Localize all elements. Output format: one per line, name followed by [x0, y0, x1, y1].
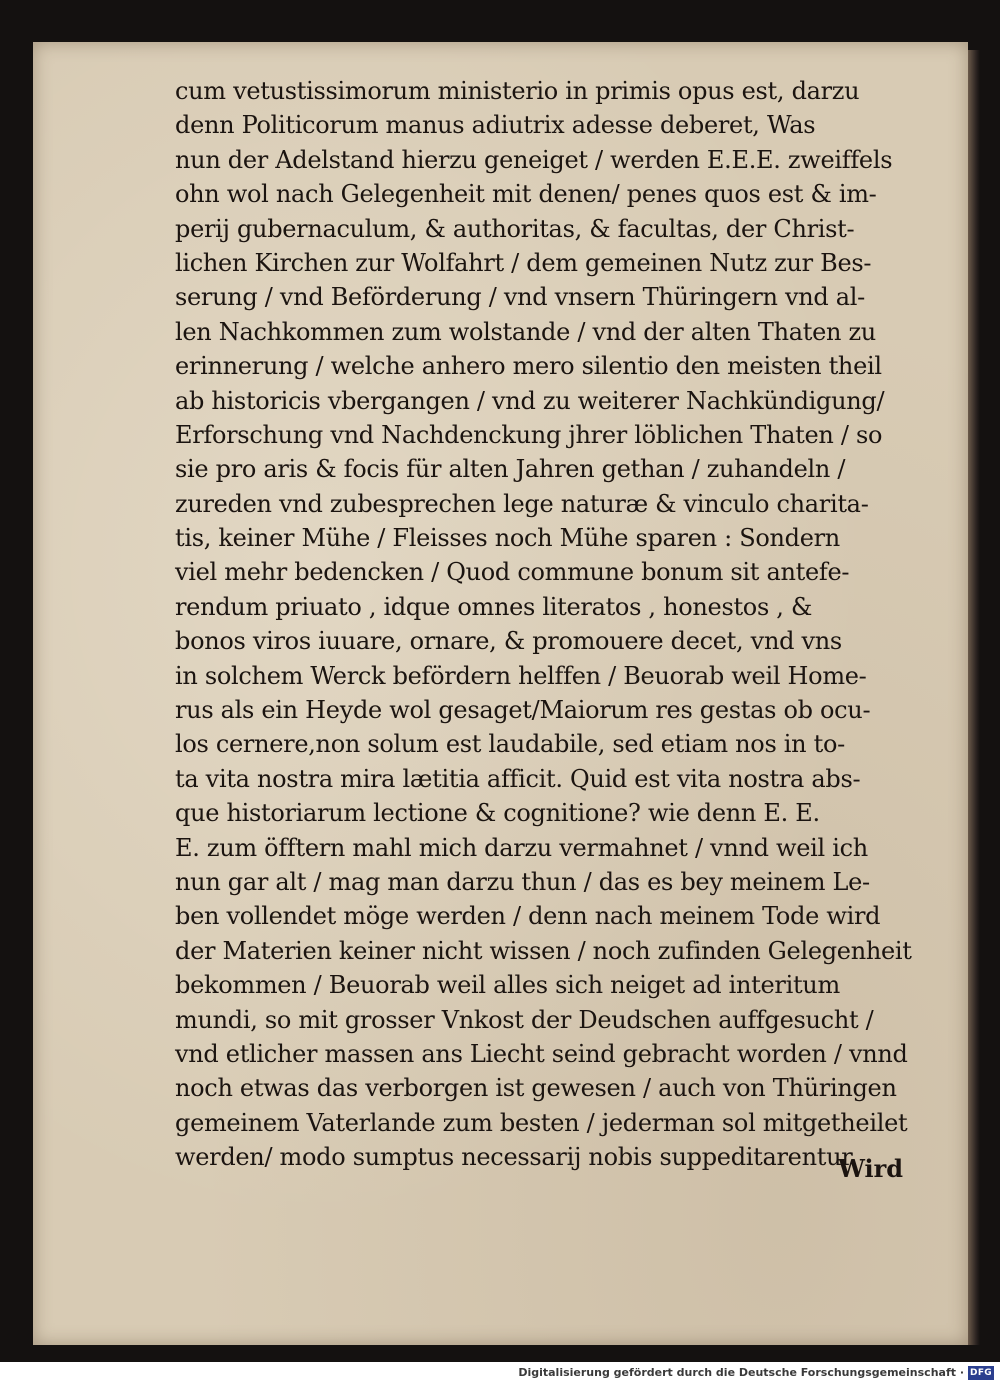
text-line: noch etwas das verborgen ist gewesen / auch von Thüringen — [175, 1074, 897, 1103]
text-line: rus als ein Heyde wol gesaget/Maiorum res gestas ob ocu- — [175, 696, 871, 725]
page-edge — [968, 50, 980, 1345]
text-line: tis, keiner Mühe / Fleisses noch Mühe sparen : Sondern — [175, 524, 840, 553]
text-line: nun gar alt / mag man darzu thun / das es bey meinem Le- — [175, 867, 870, 896]
text-line: rendum priuato , idque omnes literatos , honestos , & — [175, 592, 813, 621]
text-line: sie pro aris & focis für alten Jahren gethan / zuhandeln / — [175, 455, 846, 484]
text-line: que historiarum lectione & cognitione? wie denn E. E. — [175, 799, 820, 828]
text-line: in solchem Werck befördern helffen / Beuorab weil Home- — [175, 661, 867, 690]
text-line: lichen Kirchen zur Wolfahrt / dem gemeinen Nutz zur Bes- — [175, 248, 872, 277]
text-line: der Materien keiner nicht wissen / noch zufinden Gelegenheit — [175, 936, 912, 965]
text-line: Erforschung vnd Nachdenckung jhrer löblichen Thaten / so — [175, 420, 883, 449]
text-line: bonos viros iuuare, ornare, & promouere decet, vnd vns — [175, 627, 842, 656]
text-line: werden/ modo sumptus necessarij nobis suppeditarentur. — [175, 1143, 858, 1172]
text-line: ben vollendet möge werden / denn nach meinem Tode wird — [175, 902, 881, 931]
text-line: zureden vnd zubesprechen lege naturæ & vinculo charita- — [175, 489, 869, 518]
text-line: mundi, so mit grosser Vnkost der Deudschen auffgesucht / — [175, 1005, 874, 1034]
text-line: nun der Adelstand hierzu geneiget / werden E.E.E. zweiffels — [175, 145, 893, 174]
catchword: Wird — [838, 1154, 904, 1183]
text-line: ta vita nostra mira lætitia afficit. Quid est vita nostra abs- — [175, 764, 861, 793]
text-line: denn Politicorum manus adiutrix adesse deberet, Was — [175, 111, 816, 140]
digitization-footer — [0, 1362, 1000, 1386]
text-line: bekommen / Beuorab weil alles sich neiget ad interitum — [175, 971, 840, 1000]
text-line: los cernere,non solum est laudabile, sed etiam nos in to- — [175, 730, 845, 759]
text-line: ab historicis vbergangen / vnd zu weiterer Nachkündigung/ — [175, 386, 885, 415]
text-line: ohn wol nach Gelegenheit mit denen/ penes quos est & im- — [175, 180, 877, 209]
funding-credit: Digitalisierung gefördert durch die Deutsche Forschungsgemeinschaft · — [518, 1366, 964, 1379]
text-line: viel mehr bedencken / Quod commune bonum sit antefe- — [175, 558, 850, 587]
text-line: perij gubernaculum, & authoritas, & facultas, der Christ- — [175, 214, 855, 243]
text-line: serung / vnd Beförderung / vnd vnsern Thüringern vnd al- — [175, 283, 865, 312]
text-line: gemeinem Vaterlande zum besten / jederman sol mitgetheilet — [175, 1108, 908, 1137]
text-line: cum vetustissimorum ministerio in primis opus est, darzu — [175, 77, 860, 105]
body-text — [175, 74, 925, 1175]
text-line: E. zum öfftern mahl mich darzu vermahnet / vnnd weil ich — [175, 833, 868, 862]
text-line: vnd etlicher massen ans Liecht seind gebracht worden / vnnd — [175, 1039, 908, 1068]
dfg-logo-icon: DFG — [968, 1366, 994, 1380]
text-line: erinnerung / welche anhero mero silentio den meisten theil — [175, 352, 882, 381]
text-line: len Nachkommen zum wolstande / vnd der alten Thaten zu — [175, 317, 876, 346]
